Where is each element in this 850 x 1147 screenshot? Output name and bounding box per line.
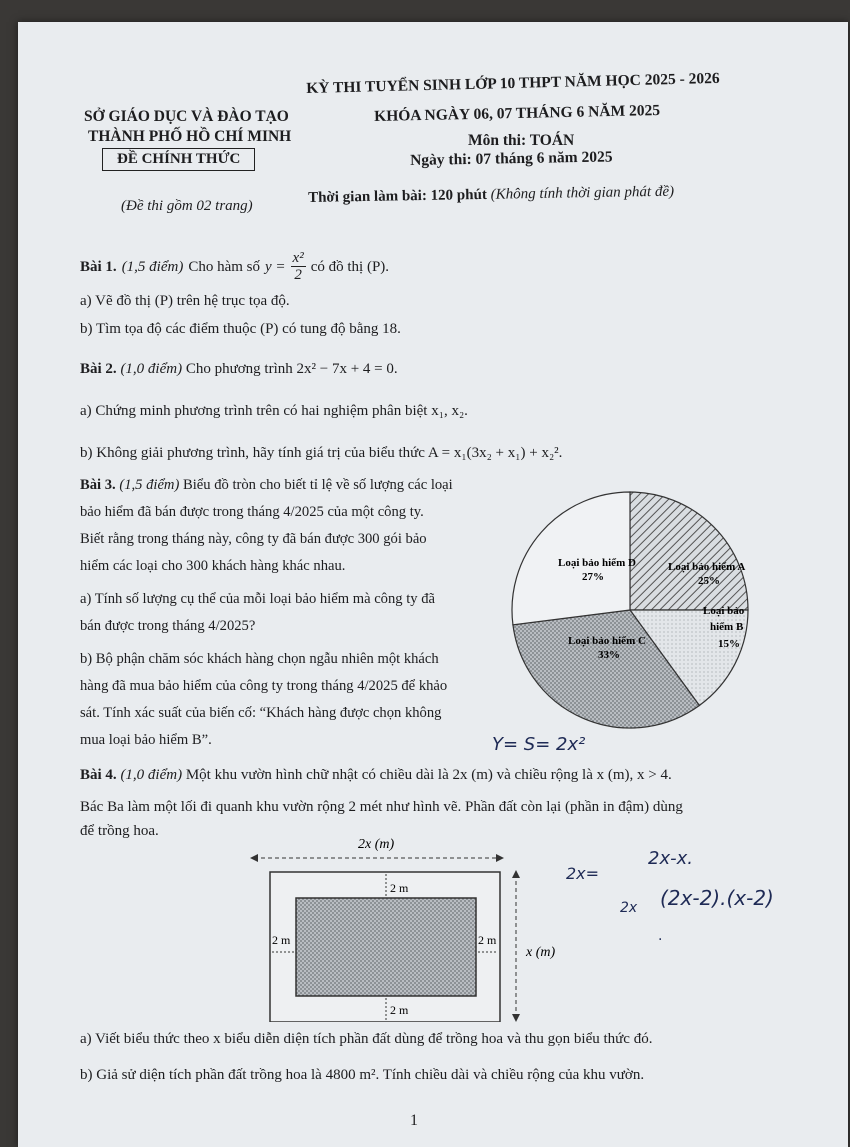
duration-label: Thời gian làm bài: 120 phút [308, 186, 488, 206]
pie-value-d: 27% [582, 571, 604, 583]
duration-note: (Không tính thời gian phát đề) [490, 183, 675, 203]
department-line2: THÀNH PHỐ HỒ CHÍ MINH [88, 128, 292, 145]
fraction-denominator: 2 [294, 267, 302, 283]
exam-session: KHÓA NGÀY 06, 07 THÁNG 6 NĂM 2025 [374, 102, 661, 125]
bai2-title: Bài 2. [80, 361, 117, 377]
gap-top-label: 2 m [390, 881, 409, 895]
department-line1: SỞ GIÁO DỤC VÀ ĐÀO TẠO [84, 108, 289, 125]
handwritten-note-4: 2x [620, 900, 638, 916]
bai1-part-b: b) Tìm tọa độ các điểm thuộc (P) có tung độ bằng 18. [80, 321, 401, 337]
bai4-part-b: b) Giả sử diện tích phần đất trồng hoa là 4800 m². Tính chiều dài và chiều rộng của khu vườn. [80, 1067, 645, 1083]
bai3-b4: mua loại bảo hiểm B”. [80, 732, 212, 748]
pie-label-d: Loại bảo hiểm D [558, 557, 636, 569]
bai1-part-a: a) Vẽ đồ thị (P) trên hệ trục tọa độ. [80, 293, 290, 309]
garden-figure [240, 832, 570, 1022]
pie-label-c: Loại bảo hiểm C [568, 635, 646, 647]
bai3-line4: hiểm các loại cho 300 khách hàng khác nhau. [80, 558, 346, 574]
handwritten-note-1: Y= S= 2x² [492, 734, 586, 755]
exam-date: Ngày thi: 07 tháng 6 năm 2025 [410, 148, 613, 169]
handwritten-note-3: 2x-x. [648, 848, 693, 869]
bai4-line1: Bài 4. (1,0 điểm) Một khu vườn hình chữ nhật có chiều dài là 2x (m) và chiều rộng là x (m), x > 4. [80, 767, 672, 783]
arrow-up-icon [512, 870, 520, 878]
bai3-a2: bán được trong tháng 4/2025? [80, 618, 256, 634]
handwritten-note-2: 2x= [566, 864, 600, 883]
bai2-intro: Cho phương trình 2x² − 7x + 4 = 0. [185, 361, 398, 377]
arrow-left-icon [250, 854, 258, 862]
bai3-line3: Biết rằng trong tháng này, công ty đã bán được 300 gói bảo [80, 531, 427, 547]
pie-label-b-line1: Loại bảo [703, 605, 745, 617]
pie-slice-a [630, 492, 748, 610]
arrow-right-icon [496, 854, 504, 862]
bai2-part-a: a) Chứng minh phương trình trên có hai nghiệm phân biệt x₁, x₂. [80, 403, 468, 419]
insurance-pie-chart [498, 474, 758, 744]
bai4-title: Bài 4. [80, 767, 117, 783]
bai2-heading [80, 356, 398, 382]
official-badge: ĐỀ CHÍNH THỨC [102, 148, 255, 171]
flower-bed [296, 898, 476, 996]
gap-left-label: 2 m [272, 933, 291, 947]
handwritten-note-5: (2x-2).(x-2) [660, 886, 774, 910]
bai2-part-b: b) Không giải phương trình, hãy tính giá trị của biểu thức A = x₁(3x₂ + x₁) + x₂². [80, 445, 563, 461]
bai3-points: (1,5 điểm) [119, 477, 180, 493]
bai4-line3: để trồng hoa. [80, 823, 159, 839]
exam-paper [18, 22, 848, 1147]
bai3-a1: a) Tính số lượng cụ thể của mỗi loại bảo hiểm mà công ty đã [80, 591, 435, 607]
bai4-line2: Bác Ba làm một lối đi quanh khu vườn rộng 2 mét như hình vẽ. Phần đất còn lại (phần in đậm) dùng [80, 799, 683, 815]
duration [308, 184, 674, 207]
bai4-part-a: a) Viết biểu thức theo x biểu diễn diện tích phần đất dùng để trồng hoa và thu gọn biểu thức đó. [80, 1031, 653, 1047]
bai3-line2: bảo hiểm đã bán được trong tháng 4/2025 của một công ty. [80, 504, 424, 520]
handwritten-note-6: . [658, 928, 663, 944]
exam-title: KỲ THI TUYỂN SINH LỚP 10 THPT NĂM HỌC 2025 - 2026 [306, 69, 720, 97]
bai3-text [80, 472, 453, 754]
pages-note: (Đề thi gồm 02 trang) [121, 198, 253, 214]
arrow-down-icon [512, 1014, 520, 1022]
page-number: 1 [410, 1112, 418, 1129]
bai1-heading [80, 250, 389, 283]
pie-label-a: Loại bảo hiểm A [668, 561, 746, 573]
fig-length-label: 2x (m) [358, 837, 395, 852]
subject: Môn thi: TOÁN [468, 132, 575, 149]
fig-width-label: x (m) [526, 945, 556, 960]
bai3-b3: sát. Tính xác suất của biến cố: “Khách hàng được chọn không [80, 705, 442, 721]
gap-bottom-label: 2 m [390, 1003, 409, 1017]
bai1-title: Bài 1. [80, 258, 117, 275]
bai3-b1: b) Bộ phận chăm sóc khách hàng chọn ngẫu nhiên một khách [80, 651, 439, 667]
bai2-points: (1,0 điểm) [120, 361, 183, 377]
pie-value-a: 25% [698, 575, 720, 587]
pie-label-b-line2: hiểm B [710, 621, 744, 633]
bai1-intro-b: có đồ thị (P). [310, 258, 390, 275]
gap-right-label: 2 m [478, 933, 497, 947]
bai1-func-y: y = [265, 258, 286, 275]
bai1-intro-a: Cho hàm số [188, 258, 261, 275]
pie-value-c: 33% [598, 649, 620, 661]
bai4-points: (1,0 điểm) [120, 767, 183, 783]
bai1-points: (1,5 điểm) [121, 258, 184, 275]
bai3-b2: hàng đã mua bảo hiểm của công ty trong tháng 4/2025 để khảo [80, 678, 448, 694]
bai3-line1: Bài 3. (1,5 điểm) Biểu đồ tròn cho biết tỉ lệ về số lượng các loại [80, 477, 453, 493]
fraction-numerator: x² [292, 250, 304, 266]
pie-value-b: 15% [718, 638, 740, 650]
bai1-fraction [291, 250, 306, 283]
bai3-title: Bài 3. [80, 477, 116, 493]
